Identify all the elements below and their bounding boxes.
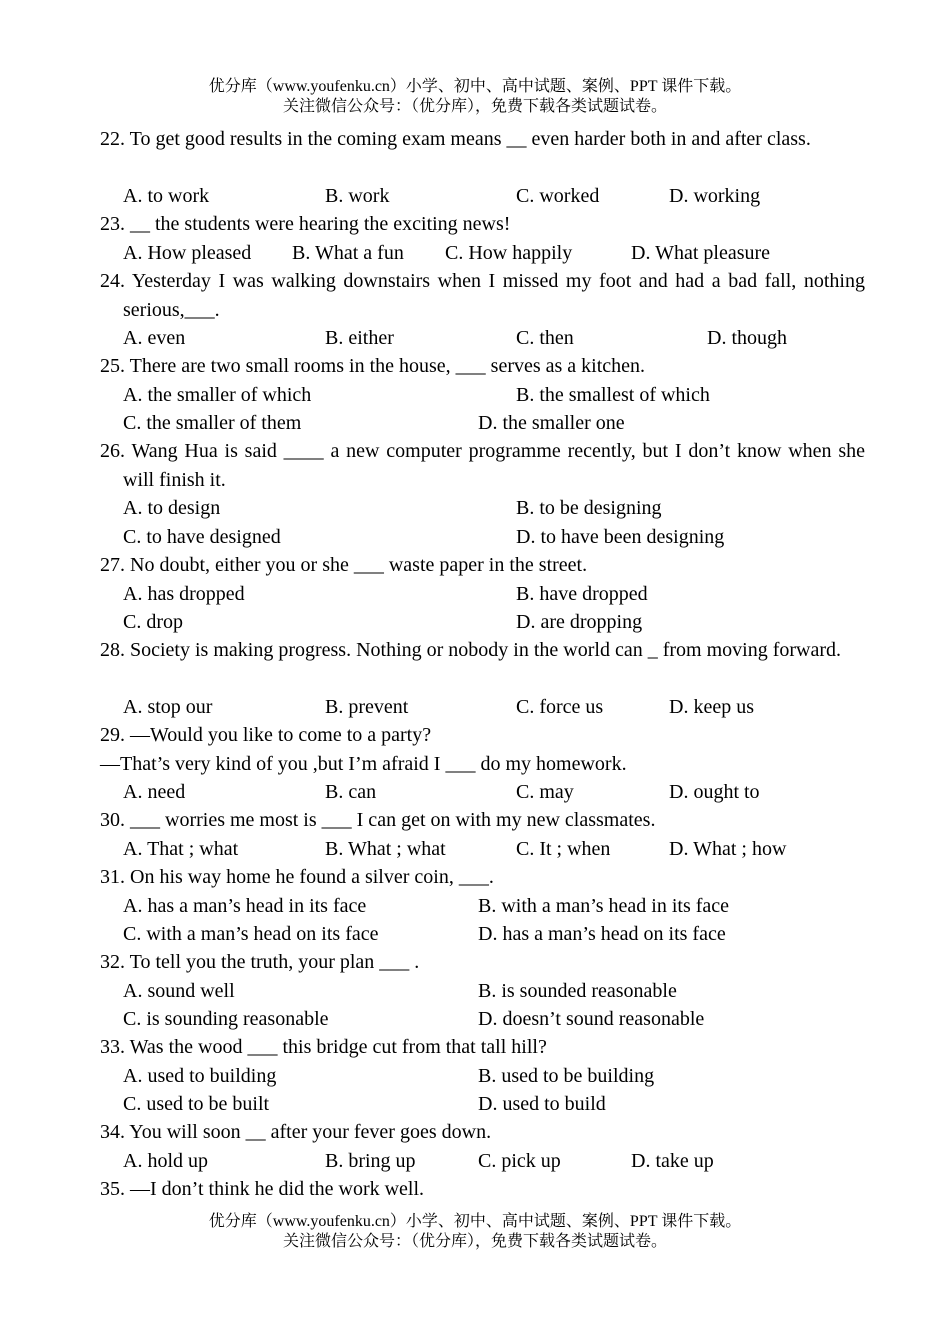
q32-option-d: D. doesn’t sound reasonable — [478, 1008, 705, 1030]
question-27-stem: 27. No doubt, either you or she ___ waste paper in the street. — [100, 554, 588, 576]
q31-option-d: D. has a man’s head on its face — [478, 923, 726, 945]
question-29-stem-line-1: 29. —Would you like to come to a party? — [100, 724, 432, 746]
page-footer — [0, 1212, 950, 1252]
q33-option-a: A. used to building — [123, 1065, 277, 1087]
q28-option-b: B. prevent — [325, 696, 409, 718]
q24-option-d: D. though — [707, 327, 787, 349]
q32-option-a: A. sound well — [123, 980, 235, 1002]
q34-option-c: C. pick up — [478, 1150, 561, 1172]
q22-option-c: C. worked — [516, 185, 600, 207]
q28-option-a: A. stop our — [123, 696, 213, 718]
question-24-stem: 24. Yesterday I was walking downstairs when I missed my foot and had a bad fall, nothing serious,___. — [100, 270, 865, 321]
q31-option-c: C. with a man’s head on its face — [123, 923, 379, 945]
question-26-stem: 26. Wang Hua is said ____ a new computer programme recently, but I don’t know when she will finish it. — [100, 440, 865, 491]
q26-option-c: C. to have designed — [123, 526, 281, 548]
question-35-stem: 35. —I don’t think he did the work well. — [100, 1178, 425, 1200]
q28-option-d: D. keep us — [669, 696, 754, 718]
q22-option-b: B. work — [325, 185, 390, 207]
q26-option-a: A. to design — [123, 497, 221, 519]
q29-option-b: B. can — [325, 781, 377, 803]
question-29-stem-line-2: —That’s very kind of you ,but I’m afraid I ___ do my homework. — [100, 753, 627, 775]
header-line-1: 优分库（www.youfenku.cn）小学、初中、高中试题、案例、PPT 课件下载。 — [208, 78, 742, 95]
q30-option-b: B. What ; what — [325, 838, 446, 860]
question-31-stem: 31. On his way home he found a silver coin, ___. — [100, 866, 494, 888]
q23-option-d: D. What pleasure — [631, 242, 771, 264]
q24-option-c: C. then — [516, 327, 574, 349]
question-33-stem: 33. Was the wood ___ this bridge cut from that tall hill? — [100, 1036, 547, 1058]
footer-line-1: 优分库（www.youfenku.cn）小学、初中、高中试题、案例、PPT 课件下载。 — [208, 1213, 742, 1230]
q26-option-d: D. to have been designing — [516, 526, 725, 548]
question-28-stem: 28. Society is making progress. Nothing or nobody in the world can _ from moving forward. — [100, 639, 841, 661]
q30-option-a: A. That ; what — [123, 838, 239, 860]
q27-option-b: B. have dropped — [516, 583, 648, 605]
question-23-stem: 23. __ the students were hearing the exciting news! — [100, 213, 511, 235]
question-30-stem: 30. ___ worries me most is ___ I can get on with my new classmates. — [100, 809, 656, 831]
q22-option-a: A. to work — [123, 185, 210, 207]
q27-option-a: A. has dropped — [123, 583, 245, 605]
q32-option-c: C. is sounding reasonable — [123, 1008, 329, 1030]
footer-line-2: 关注微信公众号：（优分库），免费下载各类试题试卷。 — [282, 1233, 667, 1250]
q23-option-c: C. How happily — [445, 242, 573, 264]
q29-option-c: C. may — [516, 781, 574, 803]
q29-option-a: A. need — [123, 781, 186, 803]
q24-option-b: B. either — [325, 327, 394, 349]
q23-option-a: A. How pleased — [123, 242, 252, 264]
q24-option-a: A. even — [123, 327, 186, 349]
q27-option-d: D. are dropping — [516, 611, 643, 633]
q31-option-a: A. has a man’s head in its face — [123, 895, 367, 917]
q30-option-d: D. What ; how — [669, 838, 787, 860]
q30-option-c: C. It ; when — [516, 838, 611, 860]
q28-option-c: C. force us — [516, 696, 604, 718]
q25-option-c: C. the smaller of them — [123, 412, 302, 434]
q34-option-a: A. hold up — [123, 1150, 208, 1172]
q33-option-c: C. used to be built — [123, 1093, 270, 1115]
q31-option-b: B. with a man’s head in its face — [478, 895, 730, 917]
q25-option-d: D. the smaller one — [478, 412, 625, 434]
q33-option-d: D. used to build — [478, 1093, 606, 1115]
q22-option-d: D. working — [669, 185, 761, 207]
q33-option-b: B. used to be building — [478, 1065, 655, 1087]
q26-option-b: B. to be designing — [516, 497, 662, 519]
header-line-2: 关注微信公众号：（优分库），免费下载各类试题试卷。 — [282, 98, 667, 115]
question-32-stem: 32. To tell you the truth, your plan ___ . — [100, 951, 420, 973]
q25-option-a: A. the smaller of which — [123, 384, 312, 406]
q25-option-b: B. the smallest of which — [516, 384, 710, 406]
q23-option-b: B. What a fun — [292, 242, 404, 264]
page-header — [0, 77, 950, 117]
q34-option-d: D. take up — [631, 1150, 714, 1172]
question-22-stem: 22. To get good results in the coming exam means __ even harder both in and after class. — [100, 128, 811, 150]
question-34-stem: 34. You will soon __ after your fever goes down. — [100, 1121, 492, 1143]
q29-option-d: D. ought to — [669, 781, 760, 803]
question-25-stem: 25. There are two small rooms in the house, ___ serves as a kitchen. — [100, 355, 646, 377]
q34-option-b: B. bring up — [325, 1150, 416, 1172]
q32-option-b: B. is sounded reasonable — [478, 980, 677, 1002]
q27-option-c: C. drop — [123, 611, 183, 633]
